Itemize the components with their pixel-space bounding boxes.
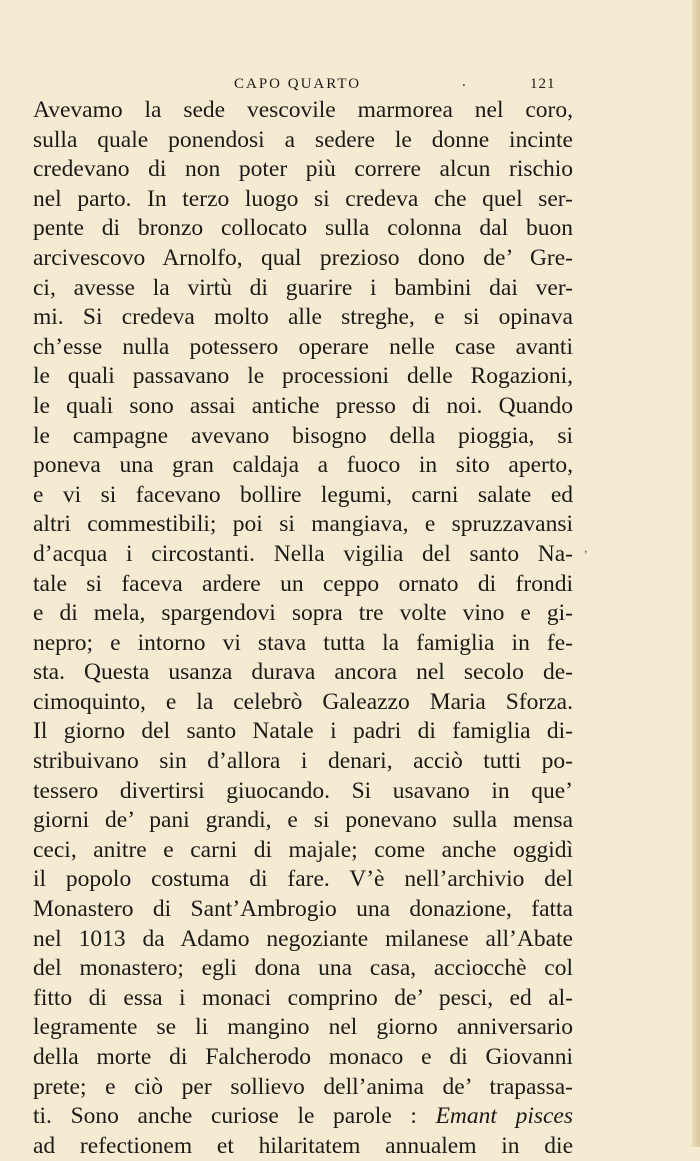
text-line: le campagne avevano bisogno della pioggia, si: [33, 422, 573, 449]
text-line: prete; e ciò per sollievo dell’anima de’ trapassa-: [33, 1073, 573, 1100]
text-line: le quali passavano le processioni delle Rogazioni,: [33, 363, 573, 390]
text-line: tale si faceva ardere un ceppo ornato di frondi: [33, 570, 573, 597]
text-line: le quali sono assai antiche presso di noi. Quando: [33, 392, 573, 419]
text-line: del monastero; egli dona una casa, acciocchè col: [33, 955, 573, 982]
header-dot: .: [462, 74, 466, 90]
body-text: [33, 96, 573, 1161]
chapter-title: CAPO QUARTO: [234, 76, 362, 92]
text-line: sta. Questa usanza durava ancora nel secolo de-: [33, 659, 573, 686]
text-line: d’acqua i circostanti. Nella vigilia del santo Na-: [33, 540, 573, 567]
text-line: nepro; e intorno vi stava tutta la famiglia in fe-: [33, 629, 573, 656]
margin-mark: ,: [584, 541, 588, 556]
text-line: altri commestibili; poi si mangiava, e spruzzavansi: [33, 511, 573, 538]
text-line: credevano di non poter più correre alcun rischio: [33, 156, 573, 183]
text-line: e di mela, spargendovi sopra tre volte vino e gi-: [33, 600, 573, 627]
running-head: [0, 76, 700, 98]
latin-quote-line: ad refectionem et hilaritatem annualem in die: [33, 1132, 573, 1159]
text-line: della morte di Falcherodo monaco e di Giovanni: [33, 1044, 573, 1070]
page-number: 121: [530, 76, 556, 92]
text-line: ceci, anitre e carni di majale; come anche oggidì: [33, 836, 573, 863]
text-line: mi. Si credeva molto alle streghe, e si opinava: [33, 304, 573, 331]
text-line: ci, avesse la virtù di guarire i bambini dai ver-: [33, 274, 573, 301]
text-line: ch’esse nulla potessero operare nelle case avanti: [33, 333, 573, 360]
text-line: il popolo costuma di fare. V’è nell’archivio del: [33, 866, 573, 893]
text-line: nel parto. In terzo luogo si credeva che quel ser-: [33, 185, 573, 212]
text-line: legramente se li mangino nel giorno anniversario: [33, 1014, 573, 1041]
text-line: fitto di essa i monaci comprino de’ pesci, ed al-: [33, 984, 573, 1011]
text-line: Il giorno del santo Natale i padri di famiglia di-: [33, 718, 573, 745]
text-line: Avevamo la sede vescovile marmorea nel coro,: [33, 97, 573, 123]
text-line: pente di bronzo collocato sulla colonna dal buon: [33, 215, 573, 242]
text-line: Monastero di Sant’Ambrogio una donazione, fatta: [33, 896, 573, 923]
text-line: cimoquinto, e la celebrò Galeazzo Maria Sforza.: [33, 688, 573, 715]
page-edge: [692, 0, 700, 1147]
text-line-with-latin: [33, 1102, 573, 1132]
text-line: stribuivano sin d’allora i denari, acciò tutti po-: [33, 748, 573, 775]
text-line: e vi si facevano bollire legumi, carni salate ed: [33, 481, 573, 508]
text-line: nel 1013 da Adamo negoziante milanese all’Abate: [33, 925, 573, 952]
text-line: sulla quale ponendosi a sedere le donne incinte: [33, 126, 573, 153]
latin-quote-start: Emant pisces: [435, 1103, 573, 1130]
text-line: poneva una gran caldaja a fuoco in sito aperto,: [33, 452, 573, 479]
text-line: arcivescovo Arnolfo, qual prezioso dono de’ Gre-: [33, 244, 573, 271]
text-line-roman: ti. Sono anche curiose le parole :: [33, 1103, 417, 1130]
text-line: tessero divertirsi giuocando. Si usavano in que’: [33, 777, 573, 804]
text-line: giorni de’ pani grandi, e si ponevano sulla mensa: [33, 807, 573, 834]
